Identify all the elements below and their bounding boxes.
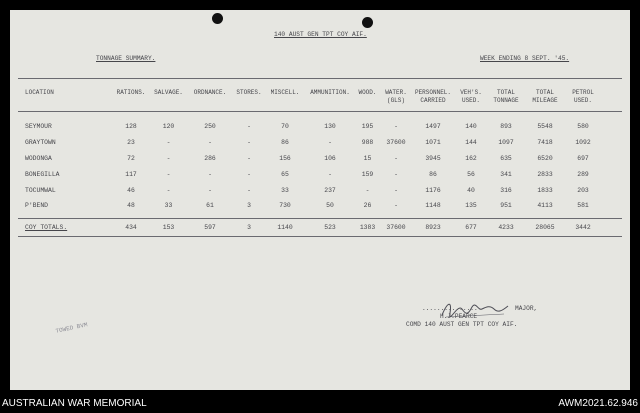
total-wood: 1383 <box>359 224 376 231</box>
cell-ammunition: 237 <box>324 187 336 194</box>
total-personnel: 8923 <box>425 224 441 231</box>
cell-mileage: 6520 <box>537 155 553 162</box>
cell-petrol: 580 <box>577 123 589 130</box>
cell-rations: 46 <box>127 187 135 194</box>
row-location: GRAYTOWN <box>25 139 56 146</box>
total-petrol: 3442 <box>575 224 591 231</box>
cell-tonnage: 1097 <box>498 139 514 146</box>
cell-personnel: 86 <box>429 171 437 178</box>
total-water: 37600 <box>386 224 406 231</box>
cell-salvage: - <box>166 171 171 178</box>
cell-ordnance: - <box>208 171 212 178</box>
column-header-miscell <box>266 89 304 97</box>
total-ordnance: 597 <box>204 224 216 231</box>
cell-salvage: - <box>166 139 171 146</box>
cell-vehs: 140 <box>465 123 477 130</box>
footer-accession-number: AWM2021.62.946 <box>558 398 638 409</box>
cell-vehs: 56 <box>467 171 475 178</box>
column-header-line: (GLS) <box>386 96 405 104</box>
cell-water: - <box>394 187 398 194</box>
column-header-ammunition <box>306 89 354 97</box>
punch-hole <box>212 13 223 24</box>
column-header-wood <box>355 89 380 97</box>
document-title: 140 AUST GEN TPT COY AIF. <box>274 31 367 38</box>
column-header-salvage <box>151 89 186 97</box>
signature-dots: ............... <box>422 305 478 312</box>
cell-petrol: 289 <box>577 171 589 178</box>
cell-tonnage: 951 <box>500 202 512 209</box>
column-header-line: TONNAGE <box>493 96 519 104</box>
cell-water: - <box>394 123 398 130</box>
total-stores: 3 <box>247 224 251 231</box>
total-mileage: 28065 <box>535 224 555 231</box>
row-location: BONEGILLA <box>25 171 60 178</box>
document-sheet <box>10 10 630 390</box>
cell-ammunition: 50 <box>326 202 334 209</box>
cell-wood: 988 <box>361 139 374 146</box>
cell-water: - <box>394 171 398 178</box>
total-salvage: 153 <box>162 224 175 231</box>
column-header-line: WATER. <box>385 89 407 96</box>
cell-tonnage: 341 <box>500 171 512 178</box>
cell-wood: - <box>365 187 370 194</box>
column-header-line: RATIONS. <box>116 89 146 96</box>
cell-stores: - <box>247 139 251 146</box>
cell-ordnance: - <box>208 139 212 146</box>
column-header-line: TOTAL <box>535 89 554 96</box>
column-header-line: LOCATION <box>25 89 54 96</box>
column-header-mileage <box>526 89 564 104</box>
column-header-water <box>382 89 410 104</box>
totals-bottom-rule <box>18 236 622 237</box>
total-ammunition: 523 <box>324 224 336 231</box>
column-header-line: ORDNANCE. <box>193 89 227 96</box>
cell-water: 37600 <box>386 139 406 146</box>
cell-wood: 26 <box>363 202 372 209</box>
column-header-line: SALVAGE. <box>154 89 183 96</box>
cell-salvage: 33 <box>164 202 173 209</box>
cell-salvage: - <box>166 187 171 194</box>
column-header-line: VEH'S. <box>460 89 482 96</box>
cell-wood: 159 <box>361 171 374 178</box>
cell-personnel: 3945 <box>425 155 441 162</box>
column-header-line: MILEAGE <box>532 96 558 104</box>
faded-stamp: TOWED BVM <box>55 321 89 335</box>
cell-ordnance: 286 <box>204 155 216 162</box>
column-header-line: STORES. <box>236 89 262 96</box>
cell-petrol: 1092 <box>575 139 591 146</box>
cell-tonnage: 316 <box>500 187 512 194</box>
row-location: SEYMOUR <box>25 123 52 130</box>
cell-stores: 3 <box>247 202 251 209</box>
cell-vehs: 135 <box>465 202 477 209</box>
cell-rations: 72 <box>127 155 135 162</box>
column-header-line: AMMUNITION. <box>310 89 350 96</box>
punch-hole <box>362 17 373 28</box>
cell-ordnance: - <box>208 187 212 194</box>
week-ending: WEEK ENDING 8 SEPT. '45. <box>480 55 570 62</box>
column-header-line: USED. <box>573 96 592 104</box>
column-header-line: TOTAL <box>496 89 515 96</box>
column-header-line: CARRIED <box>420 96 446 104</box>
column-header-ordnance <box>188 89 232 97</box>
cell-tonnage: 635 <box>500 155 512 162</box>
cell-ammunition: - <box>328 139 332 146</box>
cell-mileage: 1833 <box>537 187 553 194</box>
cell-personnel: 1071 <box>425 139 441 146</box>
cell-salvage: - <box>166 155 171 162</box>
column-header-petrol <box>566 89 600 104</box>
cell-tonnage: 893 <box>500 123 512 130</box>
cell-stores: - <box>247 155 251 162</box>
cell-stores: - <box>247 123 251 130</box>
row-location: TOCUMWAL <box>25 187 56 194</box>
column-header-line: USED. <box>461 96 480 104</box>
column-header-personnel <box>412 89 454 104</box>
cell-miscell: 70 <box>281 123 289 130</box>
cell-personnel: 1176 <box>425 187 441 194</box>
cell-miscell: 156 <box>279 155 291 162</box>
row-location: WODONGA <box>25 155 52 162</box>
cell-miscell: 730 <box>279 202 291 209</box>
column-header-stores <box>234 89 264 97</box>
cell-ammunition: 130 <box>324 123 336 130</box>
cell-vehs: 162 <box>465 155 477 162</box>
row-location: P'BEND <box>25 202 49 209</box>
cell-rations: 48 <box>127 202 135 209</box>
cell-rations: 128 <box>125 123 137 130</box>
cell-ammunition: - <box>328 171 332 178</box>
column-header-line: PETROL <box>572 89 594 96</box>
column-header-line: MISCELL. <box>270 89 300 96</box>
cell-miscell: 65 <box>281 171 289 178</box>
cell-miscell: 33 <box>281 187 289 194</box>
table-top-rule <box>18 78 622 79</box>
cell-vehs: 40 <box>467 187 475 194</box>
cell-personnel: 1497 <box>425 123 441 130</box>
cell-petrol: 581 <box>577 202 589 209</box>
cell-rations: 23 <box>127 139 135 146</box>
signatory-name: H.J.PEARCE <box>440 313 478 320</box>
totals-top-rule <box>18 218 622 219</box>
total-tonnage: 4233 <box>498 224 514 231</box>
cell-mileage: 7418 <box>537 139 553 146</box>
cell-rations: 117 <box>125 171 137 178</box>
total-vehs: 677 <box>465 224 477 231</box>
cell-stores: - <box>247 171 251 178</box>
cell-mileage: 2833 <box>537 171 553 178</box>
cell-miscell: 86 <box>281 139 289 146</box>
cell-stores: - <box>247 187 251 194</box>
cell-mileage: 4113 <box>537 202 553 209</box>
cell-petrol: 697 <box>577 155 589 162</box>
cell-water: - <box>394 155 398 162</box>
cell-personnel: 1148 <box>425 202 441 209</box>
column-header-vehs <box>456 89 486 104</box>
cell-wood: 195 <box>361 123 374 130</box>
cell-water: - <box>394 202 398 209</box>
column-header-line: PERSONNEL. <box>414 89 451 96</box>
total-rations: 434 <box>125 224 137 231</box>
summary-label: TONNAGE SUMMARY. <box>96 55 156 62</box>
cell-ordnance: 61 <box>206 202 214 209</box>
cell-mileage: 5548 <box>537 123 553 130</box>
cell-vehs: 144 <box>465 139 477 146</box>
table-header-rule <box>18 111 622 112</box>
footer-credit: AUSTRALIAN WAR MEMORIAL <box>2 398 147 409</box>
cell-wood: 15 <box>363 155 372 162</box>
column-header-tonnage <box>488 89 524 104</box>
signatory-rank: MAJOR, <box>515 305 538 312</box>
signatory-unit: COMD 140 AUST GEN TPT COY AIF. <box>406 321 518 328</box>
cell-ammunition: 106 <box>324 155 336 162</box>
column-header-location <box>25 89 105 97</box>
column-header-rations <box>114 89 148 97</box>
total-miscell: 1140 <box>277 224 293 231</box>
cell-salvage: 120 <box>162 123 175 130</box>
cell-petrol: 203 <box>577 187 589 194</box>
totals-label: COY TOTALS. <box>25 224 68 231</box>
cell-ordnance: 250 <box>204 123 216 130</box>
column-header-line: WOOD. <box>358 89 377 96</box>
